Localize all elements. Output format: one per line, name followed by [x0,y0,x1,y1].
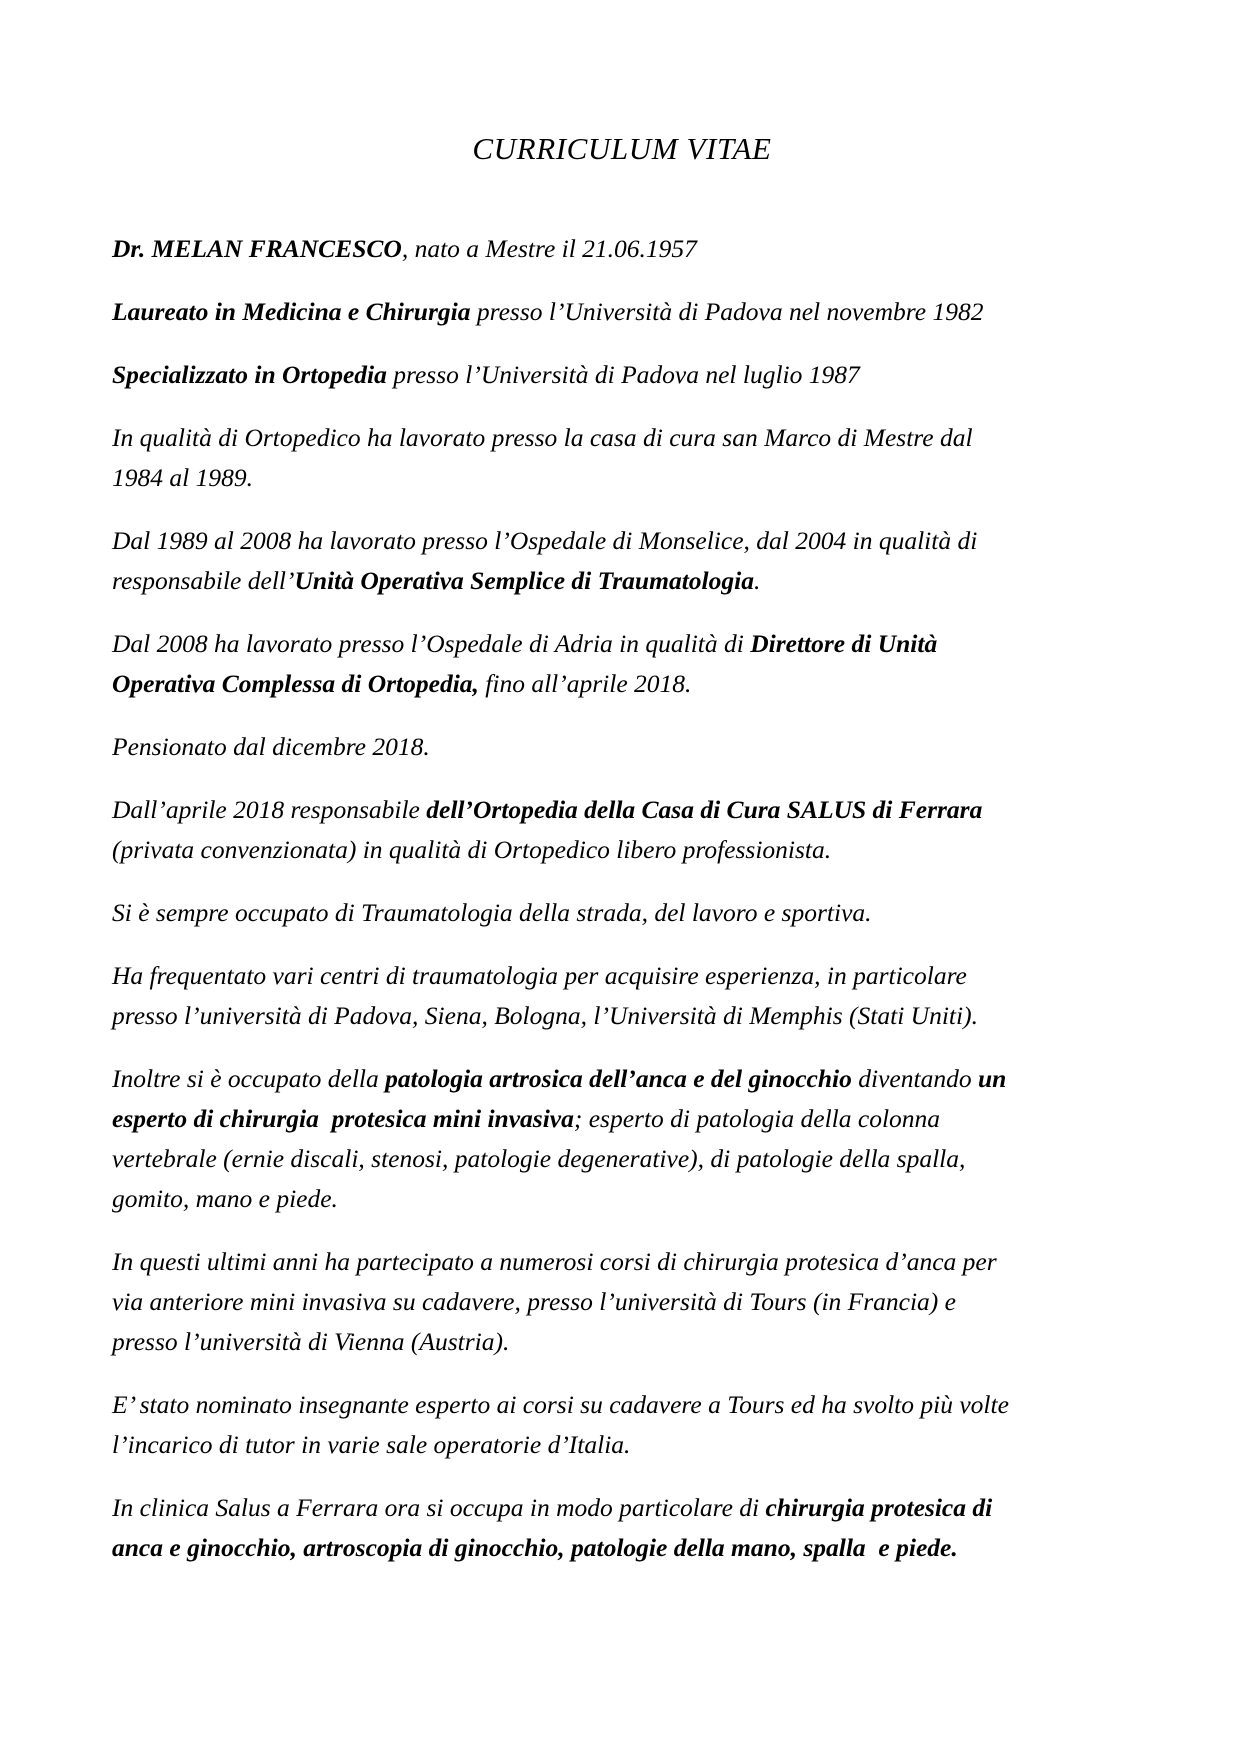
text-run: In questi ultimi anni ha partecipato a numerosi corsi di chirurgia protesica d’anca per via anteriore mini invasiva su cadavere, presso l’università di Tours (in Francia) e presso l’università di Vienna (Austria). [112,1247,1004,1357]
text-run: Dal 1989 al 2008 ha lavorato presso l’Ospedale di Monselice, dal 2004 in qualità di responsabile dell’ [112,526,984,596]
emphasis-run: chirurgia protesica di anca e ginocchio, artroscopia di ginocchio, patologie della mano, spalla e piede. [112,1493,999,1563]
paragraph-training-centres [112,956,1012,1036]
emphasis-run: Direttore di Unità Operativa Complessa di Ortopedia, [112,629,944,699]
emphasis-run: Specializzato in Ortopedia [112,360,387,390]
emphasis-run: Dr. MELAN FRANCESCO [112,234,402,264]
paragraph-monselice [112,521,1012,601]
paragraph-current-practice [112,1488,1012,1568]
paragraph-traumatology-focus [112,893,1012,933]
text-run: Ha frequentato vari centri di traumatologia per acquisire esperienza, in particolare presso l’università di Padova, Siena, Bologna, l’Università di Memphis (Stati Uniti). [112,961,978,1031]
text-run: . [753,566,761,596]
text-run: E’ stato nominato insegnante esperto ai corsi su cadavere a Tours ed ha svolto più volte l’incarico di tutor in varie sale operatorie d’Italia. [112,1390,1016,1460]
paragraph-specialization [112,355,1012,395]
text-run: Pensionato dal dicembre 2018. [112,732,430,762]
paragraph-arthrosis-expertise [112,1059,1012,1219]
text-run: presso l’Università di Padova nel novembre 1982 [470,297,984,327]
text-run: (privata convenzionata) in qualità di Ortopedico libero professionista. [112,795,989,865]
emphasis-run: patologia artrosica dell’anca e del ginocchio [385,1064,852,1094]
page-title: CURRICULUM VITAE [472,131,772,166]
text-run: , nato a Mestre il 21.06.1957 [401,234,697,264]
text-run: Inoltre si è occupato della [112,1064,386,1094]
text-run: presso l’Università di Padova nel luglio 1987 [386,360,860,390]
emphasis-run: Laureato in Medicina e Chirurgia [112,297,471,327]
document-body [112,229,1132,1568]
paragraph-intro-name [112,229,1012,269]
text-run: ; esperto di patologia della colonna vertebrale (ernie discali, stenosi, patologie degenerative), di patologie della spalla, gomito, mano e piede. [112,1104,972,1214]
text-run: Dall’aprile 2018 responsabile [112,795,427,825]
text-run: diventando [851,1064,978,1094]
paragraph-retirement [112,727,1012,767]
paragraph-degree [112,292,1012,332]
paragraph-adria [112,624,1012,704]
paragraph-teaching-tutor [112,1385,1016,1465]
text-run: In clinica Salus a Ferrara ora si occupa in modo particolare di [112,1493,766,1523]
text-run: Dal 2008 ha lavorato presso l’Ospedale di Adria in qualità di [112,629,751,659]
emphasis-run: Unità Operativa Semplice di Traumatologia [294,566,754,596]
emphasis-run: dell’Ortopedia della Casa di Cura SALUS di Ferrara [426,795,983,825]
paragraph-san-marco-mestre [112,418,1012,498]
text-run: fino all’aprile 2018. [478,669,692,699]
paragraph-cadaver-courses [112,1242,1012,1362]
text-run: In qualità di Ortopedico ha lavorato presso la casa di cura san Marco di Mestre dal 1984 al 1989. [112,423,979,493]
emphasis-run: un esperto di chirurgia protesica mini invasiva [112,1064,1013,1134]
paragraph-salus-ferrara [112,790,1012,870]
document-content [112,0,1132,1568]
text-run: Si è sempre occupato di Traumatologia della strada, del lavoro e sportiva. [112,898,872,928]
